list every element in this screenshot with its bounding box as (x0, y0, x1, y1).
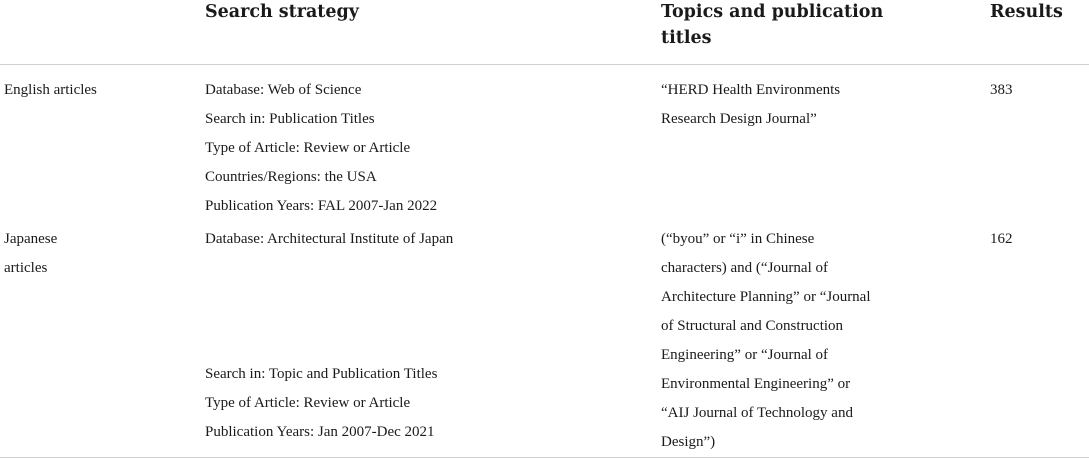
row-japanese-results (990, 225, 1013, 254)
topics-line: Engineering” or “Journal of (661, 347, 829, 363)
table-bottom-divider (0, 457, 1089, 458)
topics-line: Research Design Journal” (661, 111, 817, 127)
row-japanese-topics (661, 225, 871, 457)
strategy-line: Publication Years: FAL 2007-Jan 2022 (205, 198, 438, 214)
strategy-line: Publication Years: Jan 2007-Dec 2021 (205, 424, 435, 440)
strategy-line: Database: Web of Science (205, 82, 362, 98)
topics-line: Architecture Planning” or “Journal (661, 289, 871, 305)
strategy-line: Countries/Regions: the USA (205, 169, 377, 185)
topics-line: Environmental Engineering” or (661, 376, 851, 392)
results-value: 162 (990, 231, 1013, 247)
topics-line: characters) and (“Journal of (661, 260, 828, 276)
row-label-text: English articles (4, 82, 97, 98)
topics-line: “HERD Health Environments (661, 82, 841, 98)
row-label-text: Japanese (4, 231, 58, 247)
topics-line: “AIJ Journal of Technology and (661, 405, 853, 421)
row-english-topics (661, 76, 840, 134)
row-japanese-strategy-database (205, 225, 453, 254)
strategy-line: Search in: Publication Titles (205, 111, 375, 127)
row-label-text: articles (4, 260, 48, 276)
header-search-strategy: Search strategy (205, 2, 359, 22)
row-english-strategy (205, 76, 437, 221)
row-japanese-strategy-details (205, 360, 437, 447)
row-japanese-label (4, 225, 57, 283)
topics-line: of Structural and Construction (661, 318, 844, 334)
strategy-line: Type of Article: Review or Article (205, 395, 411, 411)
topics-line: (“byou” or “i” in Chinese (661, 231, 815, 247)
header-topics-publication-titles: Topics and publication titles (661, 2, 884, 48)
header-results: Results (990, 2, 1063, 22)
row-english-label (4, 76, 97, 105)
header-divider (0, 64, 1089, 65)
strategy-line: Database: Architectural Institute of Japan (205, 231, 454, 247)
results-value: 383 (990, 82, 1013, 98)
strategy-line: Search in: Topic and Publication Titles (205, 366, 438, 382)
strategy-line: Type of Article: Review or Article (205, 140, 411, 156)
topics-line: Design”) (661, 434, 716, 450)
row-english-results (990, 76, 1013, 105)
